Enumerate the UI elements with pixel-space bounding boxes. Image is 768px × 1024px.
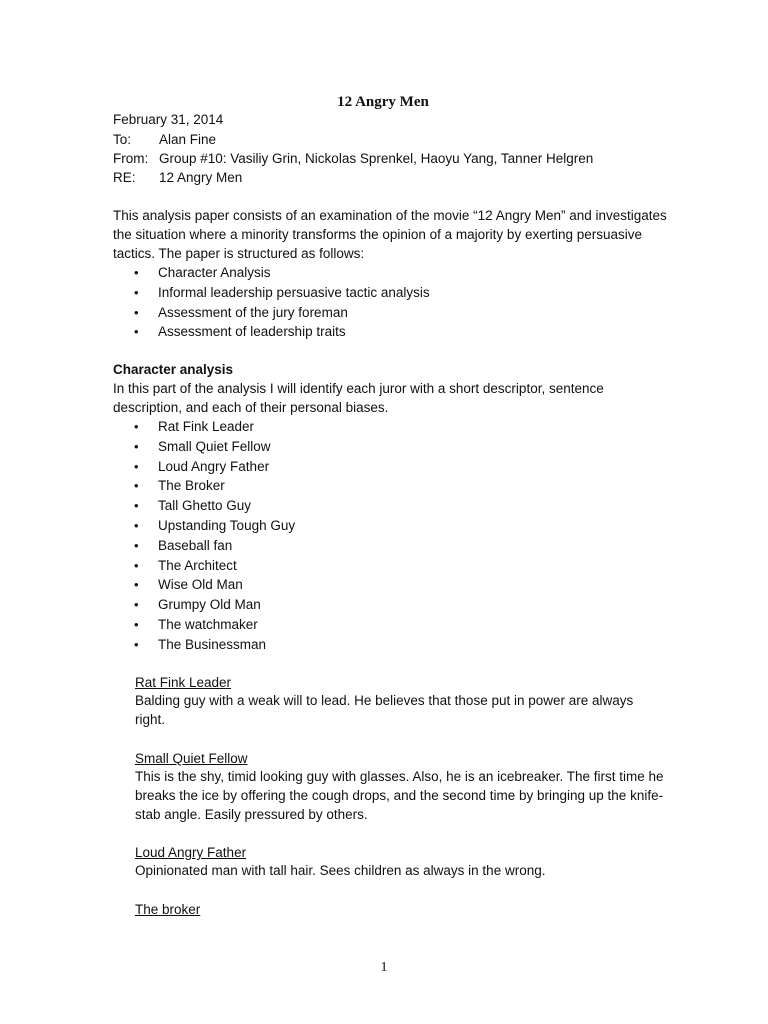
list-item: • Informal leadership persuasive tactic analysis	[113, 283, 430, 303]
juror-bullet-list	[113, 417, 295, 655]
bullet-icon: •	[134, 636, 139, 652]
memo-to-label: To:	[113, 132, 132, 147]
memo-re	[113, 168, 242, 187]
section-text-loud-angry-father: Opinionated man with tall hair. Sees children as always in the wrong.	[135, 863, 546, 878]
section-title-the-broker: The broker	[135, 902, 201, 917]
list-item: • The Architect	[113, 556, 295, 576]
character-analysis-heading: Character analysis	[113, 362, 234, 377]
intro-paragraph: This analysis paper consists of an examination of the movie “12 Angry Men” and investigates the situation where a minority transforms the opinion of a majority by exerting persuasive tactics. The paper is structured as follows:	[113, 208, 667, 262]
list-item: • Grumpy Old Man	[113, 595, 295, 615]
memo-to-value: Alan Fine	[159, 132, 217, 147]
list-item: • The Broker	[113, 476, 295, 496]
bullet-icon: •	[134, 324, 139, 340]
list-item: • Wise Old Man	[113, 575, 295, 595]
memo-from-label: From:	[113, 151, 149, 166]
document-title: 12 Angry Men	[337, 94, 429, 110]
bullet-icon: •	[134, 419, 139, 434]
bullet-icon: •	[134, 265, 139, 280]
bullet-icon: •	[134, 438, 139, 454]
list-item: • Upstanding Tough Guy	[113, 516, 295, 536]
bullet-icon: •	[134, 557, 139, 573]
memo-date: February 31, 2014	[113, 112, 224, 127]
list-item: • Rat Fink Leader	[113, 417, 295, 437]
bullet-icon: •	[134, 284, 139, 300]
memo-re-value: 12 Angry Men	[159, 170, 243, 185]
section-title-small-quiet-fellow: Small Quiet Fellow	[135, 751, 248, 766]
bullet-icon: •	[134, 498, 139, 514]
bullet-icon: •	[134, 597, 139, 613]
list-item: • Tall Ghetto Guy	[113, 496, 295, 516]
intro-bullet-list	[113, 263, 430, 342]
list-item: • Baseball fan	[113, 536, 295, 556]
section-text-small-quiet-fellow: This is the shy, timid looking guy with glasses. Also, he is an icebreaker. The first time he breaks the ice by offering the cough drops, and the second time by bringing up the knife-stab angle. Easily pressured by others.	[135, 769, 664, 822]
list-item: • Small Quiet Fellow	[113, 437, 295, 457]
bullet-icon: •	[134, 458, 139, 474]
bullet-icon: •	[134, 304, 139, 320]
bullet-icon: •	[134, 478, 139, 494]
page-number: 1	[380, 960, 388, 975]
character-analysis-paragraph: In this part of the analysis I will identify each juror with a short descriptor, sentence description, and each of their personal biases.	[113, 381, 604, 416]
bullet-icon: •	[134, 577, 139, 593]
list-item: • Assessment of leadership traits	[113, 322, 430, 342]
list-item: • The Businessman	[113, 635, 295, 655]
list-item: • The watchmaker	[113, 615, 295, 635]
section-title-loud-angry-father: Loud Angry Father	[135, 845, 247, 860]
memo-to	[113, 130, 216, 149]
section-text-rat-fink-leader: Balding guy with a weak will to lead. He believes that those put in power are always right.	[135, 693, 634, 727]
section-title-rat-fink-leader: Rat Fink Leader	[135, 675, 232, 690]
list-item: • Loud Angry Father	[113, 457, 295, 477]
list-item: • Assessment of the jury foreman	[113, 303, 430, 323]
bullet-icon: •	[134, 517, 139, 533]
memo-from-value: Group #10: Vasiliy Grin, Nickolas Sprenkel, Haoyu Yang, Tanner Helgren	[159, 151, 594, 166]
memo-re-label: RE:	[113, 170, 136, 185]
memo-from	[113, 149, 593, 168]
list-item: • Character Analysis	[113, 263, 430, 283]
bullet-icon: •	[134, 537, 139, 553]
bullet-icon: •	[134, 616, 139, 632]
